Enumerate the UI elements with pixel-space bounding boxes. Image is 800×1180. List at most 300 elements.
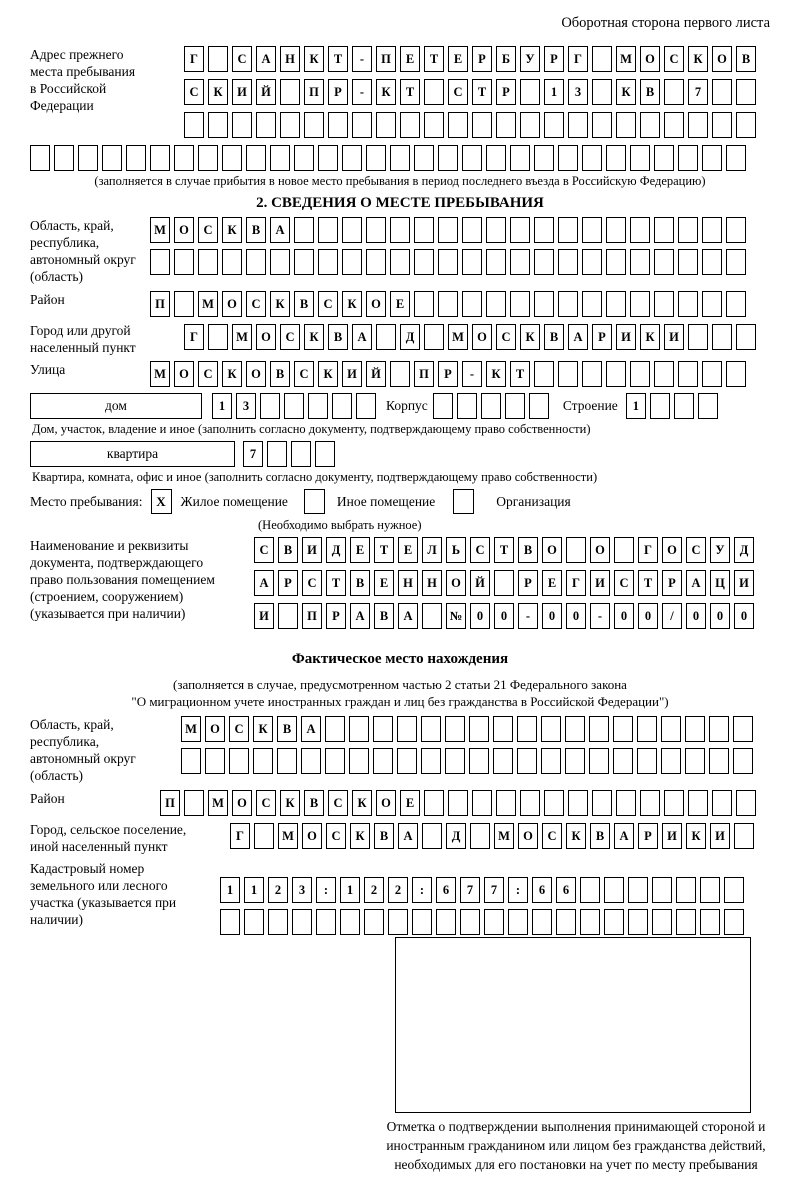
char-cell[interactable]: Т [400,79,420,105]
char-cell[interactable] [709,716,729,742]
char-cell[interactable] [604,909,624,935]
char-cell[interactable] [284,393,304,419]
char-cell[interactable] [352,112,372,138]
char-cell[interactable] [486,291,506,317]
char-cell[interactable]: И [734,570,754,596]
char-cell[interactable]: А [686,570,706,596]
char-cell[interactable] [558,291,578,317]
char-cell[interactable] [654,361,674,387]
char-cell[interactable] [30,145,50,171]
char-cell[interactable] [253,748,273,774]
char-cell[interactable] [445,748,465,774]
char-cell[interactable] [517,716,537,742]
char-cell[interactable] [614,537,634,563]
char-cell[interactable] [232,112,252,138]
char-cell[interactable]: С [254,537,274,563]
char-cell[interactable]: П [160,790,180,816]
char-cell[interactable]: С [664,46,684,72]
char-cell[interactable]: С [496,324,516,350]
char-cell[interactable] [54,145,74,171]
char-cell[interactable]: М [181,716,201,742]
char-cell[interactable]: М [232,324,252,350]
char-cell[interactable] [558,249,578,275]
char-cell[interactable] [486,145,506,171]
char-cell[interactable] [606,361,626,387]
char-cell[interactable]: С [614,570,634,596]
char-cell[interactable]: 0 [638,603,658,629]
char-cell[interactable] [277,748,297,774]
char-cell[interactable]: Й [470,570,490,596]
char-cell[interactable] [469,716,489,742]
char-cell[interactable] [698,393,718,419]
char-cell[interactable]: А [350,603,370,629]
char-cell[interactable] [558,217,578,243]
char-cell[interactable]: 6 [436,877,456,903]
char-cell[interactable] [733,748,753,774]
char-cell[interactable] [558,361,578,387]
char-cell[interactable]: 0 [494,603,514,629]
char-cell[interactable]: К [686,823,706,849]
char-cell[interactable]: Р [638,823,658,849]
char-cell[interactable]: О [256,324,276,350]
char-cell[interactable] [174,145,194,171]
char-cell[interactable] [534,217,554,243]
char-cell[interactable]: / [662,603,682,629]
char-cell[interactable]: - [352,79,372,105]
char-cell[interactable] [244,909,264,935]
char-cell[interactable] [712,112,732,138]
char-cell[interactable] [685,716,705,742]
char-cell[interactable]: В [246,217,266,243]
char-cell[interactable] [654,217,674,243]
char-cell[interactable]: 7 [243,441,263,467]
char-cell[interactable] [654,249,674,275]
char-cell[interactable] [724,909,744,935]
char-cell[interactable] [589,716,609,742]
char-cell[interactable] [637,748,657,774]
char-cell[interactable]: А [398,603,418,629]
char-cell[interactable] [630,145,650,171]
char-cell[interactable]: А [254,570,274,596]
char-cell[interactable]: Р [438,361,458,387]
char-cell[interactable] [102,145,122,171]
char-cell[interactable] [592,112,612,138]
char-cell[interactable] [702,145,722,171]
char-cell[interactable] [736,112,756,138]
char-cell[interactable]: 0 [614,603,634,629]
char-cell[interactable]: У [520,46,540,72]
char-cell[interactable] [254,823,274,849]
char-cell[interactable] [517,748,537,774]
char-cell[interactable] [616,112,636,138]
char-cell[interactable]: С [326,823,346,849]
char-cell[interactable]: К [222,217,242,243]
char-cell[interactable]: К [350,823,370,849]
char-cell[interactable]: М [494,823,514,849]
char-cell[interactable] [366,249,386,275]
char-cell[interactable]: 0 [686,603,706,629]
char-cell[interactable]: С [232,46,252,72]
char-cell[interactable]: Т [424,46,444,72]
char-cell[interactable] [534,249,554,275]
char-cell[interactable] [726,361,746,387]
char-cell[interactable] [592,79,612,105]
char-cell[interactable] [724,877,744,903]
char-cell[interactable]: Д [400,324,420,350]
char-cell[interactable] [126,145,146,171]
char-cell[interactable]: Р [278,570,298,596]
char-cell[interactable] [222,145,242,171]
char-cell[interactable] [414,291,434,317]
char-cell[interactable]: С [256,790,276,816]
char-cell[interactable]: Д [734,537,754,563]
char-cell[interactable]: Ц [710,570,730,596]
char-cell[interactable]: С [184,79,204,105]
char-cell[interactable] [568,112,588,138]
char-cell[interactable]: У [710,537,730,563]
char-cell[interactable] [606,217,626,243]
char-cell[interactable] [726,145,746,171]
char-cell[interactable]: К [688,46,708,72]
char-cell[interactable]: 7 [460,877,480,903]
stay-type-checkbox-organization[interactable] [453,489,474,514]
char-cell[interactable] [736,79,756,105]
char-cell[interactable] [712,790,732,816]
char-cell[interactable]: М [616,46,636,72]
char-cell[interactable] [592,46,612,72]
char-cell[interactable] [688,790,708,816]
char-cell[interactable] [280,112,300,138]
char-cell[interactable] [616,790,636,816]
char-cell[interactable] [606,145,626,171]
char-cell[interactable] [726,291,746,317]
char-cell[interactable] [422,603,442,629]
char-cell[interactable] [589,748,609,774]
char-cell[interactable]: И [710,823,730,849]
char-cell[interactable]: И [342,361,362,387]
char-cell[interactable] [256,112,276,138]
char-cell[interactable] [318,249,338,275]
char-cell[interactable]: 6 [532,877,552,903]
char-cell[interactable]: М [198,291,218,317]
char-cell[interactable]: Н [422,570,442,596]
char-cell[interactable]: Е [374,570,394,596]
char-cell[interactable] [510,249,530,275]
char-cell[interactable] [568,790,588,816]
char-cell[interactable]: Й [366,361,386,387]
char-cell[interactable]: В [270,361,290,387]
char-cell[interactable]: А [256,46,276,72]
char-cell[interactable] [469,748,489,774]
char-cell[interactable] [472,790,492,816]
stay-type-checkbox-other[interactable] [304,489,325,514]
char-cell[interactable] [390,249,410,275]
char-cell[interactable] [390,217,410,243]
char-cell[interactable] [709,748,729,774]
char-cell[interactable]: 1 [244,877,264,903]
char-cell[interactable] [529,393,549,419]
char-cell[interactable] [676,877,696,903]
char-cell[interactable]: В [374,603,394,629]
char-cell[interactable] [462,249,482,275]
char-cell[interactable] [520,790,540,816]
char-cell[interactable]: С [470,537,490,563]
char-cell[interactable] [481,393,501,419]
char-cell[interactable] [702,249,722,275]
char-cell[interactable]: Т [494,537,514,563]
char-cell[interactable] [421,748,441,774]
char-cell[interactable] [688,324,708,350]
char-cell[interactable] [184,790,204,816]
char-cell[interactable] [534,291,554,317]
char-cell[interactable]: Е [542,570,562,596]
char-cell[interactable]: : [412,877,432,903]
char-cell[interactable] [678,361,698,387]
char-cell[interactable] [532,909,552,935]
char-cell[interactable]: О [542,537,562,563]
char-cell[interactable] [390,145,410,171]
char-cell[interactable]: 3 [292,877,312,903]
char-cell[interactable] [520,79,540,105]
char-cell[interactable]: О [232,790,252,816]
char-cell[interactable] [424,79,444,105]
char-cell[interactable]: П [376,46,396,72]
char-cell[interactable]: С [686,537,706,563]
char-cell[interactable] [736,324,756,350]
char-cell[interactable]: Р [518,570,538,596]
char-cell[interactable] [565,716,585,742]
char-cell[interactable] [674,393,694,419]
char-cell[interactable]: И [664,324,684,350]
char-cell[interactable]: 3 [236,393,256,419]
char-cell[interactable]: К [208,79,228,105]
char-cell[interactable]: К [352,790,372,816]
char-cell[interactable]: А [614,823,634,849]
char-cell[interactable] [294,249,314,275]
char-cell[interactable] [650,393,670,419]
char-cell[interactable] [366,145,386,171]
char-cell[interactable] [445,716,465,742]
char-cell[interactable] [580,909,600,935]
char-cell[interactable] [460,909,480,935]
char-cell[interactable] [556,909,576,935]
char-cell[interactable]: - [590,603,610,629]
char-cell[interactable] [628,877,648,903]
char-cell[interactable] [484,909,504,935]
char-cell[interactable]: К [270,291,290,317]
char-cell[interactable]: О [174,361,194,387]
char-cell[interactable] [198,249,218,275]
char-cell[interactable]: К [222,361,242,387]
char-cell[interactable] [582,145,602,171]
char-cell[interactable]: М [208,790,228,816]
char-cell[interactable]: К [376,79,396,105]
char-cell[interactable]: И [232,79,252,105]
char-cell[interactable] [640,790,660,816]
char-cell[interactable] [661,716,681,742]
char-cell[interactable] [280,79,300,105]
char-cell[interactable]: О [472,324,492,350]
char-cell[interactable] [472,112,492,138]
char-cell[interactable]: : [316,877,336,903]
char-cell[interactable] [496,112,516,138]
char-cell[interactable]: О [712,46,732,72]
char-cell[interactable]: А [568,324,588,350]
char-cell[interactable]: К [640,324,660,350]
char-cell[interactable]: В [278,537,298,563]
char-cell[interactable]: В [590,823,610,849]
char-cell[interactable] [400,112,420,138]
char-cell[interactable]: К [304,46,324,72]
char-cell[interactable] [712,79,732,105]
char-cell[interactable]: Р [472,46,492,72]
char-cell[interactable]: Е [390,291,410,317]
char-cell[interactable] [421,716,441,742]
char-cell[interactable] [652,877,672,903]
char-cell[interactable] [726,249,746,275]
char-cell[interactable]: К [318,361,338,387]
char-cell[interactable] [424,790,444,816]
char-cell[interactable] [493,716,513,742]
char-cell[interactable] [318,145,338,171]
char-cell[interactable] [462,291,482,317]
char-cell[interactable]: Д [326,537,346,563]
char-cell[interactable] [606,291,626,317]
char-cell[interactable] [534,145,554,171]
char-cell[interactable] [366,217,386,243]
char-cell[interactable]: Т [328,46,348,72]
char-cell[interactable]: - [352,46,372,72]
char-cell[interactable] [438,291,458,317]
char-cell[interactable] [373,716,393,742]
char-cell[interactable] [486,249,506,275]
char-cell[interactable] [150,249,170,275]
char-cell[interactable] [438,217,458,243]
char-cell[interactable] [422,823,442,849]
char-cell[interactable]: Л [422,537,442,563]
char-cell[interactable] [448,790,468,816]
char-cell[interactable]: Т [638,570,658,596]
char-cell[interactable]: О [590,537,610,563]
char-cell[interactable] [630,217,650,243]
char-cell[interactable]: Н [280,46,300,72]
char-cell[interactable] [630,361,650,387]
char-cell[interactable] [349,716,369,742]
char-cell[interactable] [637,716,657,742]
char-cell[interactable] [664,112,684,138]
char-cell[interactable] [661,748,681,774]
char-cell[interactable]: И [616,324,636,350]
char-cell[interactable] [278,603,298,629]
char-cell[interactable]: Т [472,79,492,105]
stay-type-checkbox-residential[interactable]: X [151,489,172,514]
char-cell[interactable] [592,790,612,816]
char-cell[interactable] [702,361,722,387]
char-cell[interactable] [462,217,482,243]
char-cell[interactable] [508,909,528,935]
char-cell[interactable] [424,112,444,138]
char-cell[interactable]: А [398,823,418,849]
char-cell[interactable]: 1 [340,877,360,903]
char-cell[interactable] [652,909,672,935]
char-cell[interactable]: 0 [470,603,490,629]
char-cell[interactable] [78,145,98,171]
char-cell[interactable]: В [294,291,314,317]
char-cell[interactable] [541,748,561,774]
char-cell[interactable]: М [278,823,298,849]
char-cell[interactable] [565,748,585,774]
char-cell[interactable] [462,145,482,171]
char-cell[interactable] [340,909,360,935]
char-cell[interactable]: М [150,217,170,243]
char-cell[interactable] [294,217,314,243]
char-cell[interactable] [315,441,335,467]
char-cell[interactable] [654,145,674,171]
char-cell[interactable] [292,909,312,935]
char-cell[interactable]: Р [496,79,516,105]
char-cell[interactable] [373,748,393,774]
char-cell[interactable]: С [280,324,300,350]
char-cell[interactable] [733,716,753,742]
char-cell[interactable]: 0 [542,603,562,629]
char-cell[interactable]: 0 [566,603,586,629]
char-cell[interactable] [388,909,408,935]
char-cell[interactable]: В [304,790,324,816]
char-cell[interactable] [676,909,696,935]
char-cell[interactable]: Т [510,361,530,387]
char-cell[interactable] [376,324,396,350]
char-cell[interactable]: Б [496,46,516,72]
char-cell[interactable]: Ь [446,537,466,563]
char-cell[interactable]: 3 [568,79,588,105]
char-cell[interactable] [582,249,602,275]
char-cell[interactable] [494,570,514,596]
char-cell[interactable] [734,823,754,849]
char-cell[interactable] [505,393,525,419]
char-cell[interactable] [510,217,530,243]
char-cell[interactable] [613,716,633,742]
char-cell[interactable]: Р [328,79,348,105]
char-cell[interactable]: С [328,790,348,816]
char-cell[interactable]: П [414,361,434,387]
char-cell[interactable] [520,112,540,138]
char-cell[interactable] [678,145,698,171]
char-cell[interactable]: Д [446,823,466,849]
char-cell[interactable] [246,145,266,171]
char-cell[interactable]: 1 [220,877,240,903]
char-cell[interactable] [664,790,684,816]
char-cell[interactable] [184,112,204,138]
char-cell[interactable] [325,748,345,774]
char-cell[interactable] [510,291,530,317]
char-cell[interactable]: 1 [212,393,232,419]
char-cell[interactable]: К [342,291,362,317]
char-cell[interactable]: Г [184,46,204,72]
char-cell[interactable]: О [174,217,194,243]
char-cell[interactable] [438,249,458,275]
char-cell[interactable] [316,909,336,935]
char-cell[interactable]: 7 [484,877,504,903]
char-cell[interactable] [208,46,228,72]
char-cell[interactable] [702,217,722,243]
char-cell[interactable]: И [662,823,682,849]
char-cell[interactable] [390,361,410,387]
char-cell[interactable] [640,112,660,138]
char-cell[interactable]: Е [398,537,418,563]
char-cell[interactable] [700,909,720,935]
char-cell[interactable] [606,249,626,275]
char-cell[interactable]: 2 [388,877,408,903]
